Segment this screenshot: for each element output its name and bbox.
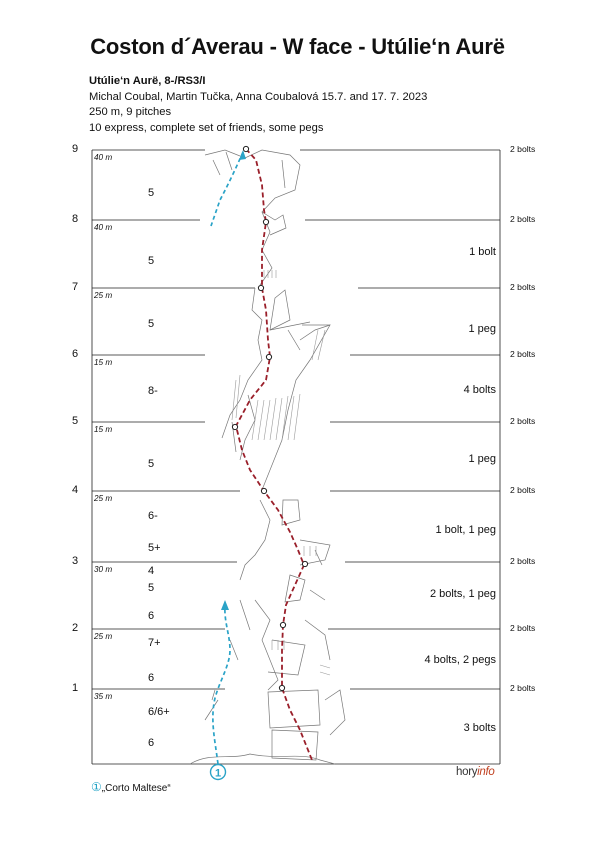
anchor-label-6: 2 bolts [510, 349, 536, 359]
pitch-length-2: 25 m [94, 632, 113, 641]
belay-stations [232, 146, 307, 690]
anchor-label-1: 2 bolts [510, 683, 536, 693]
legend-route-name: „Corto Maltese“ [101, 783, 171, 794]
gear-list: 10 express, complete set of friends, some pegs [89, 121, 324, 134]
pitch-protection-3: 2 bolts, 1 peg [429, 588, 496, 600]
anchor-label-5: 2 bolts [510, 416, 536, 426]
grade-label: 8- [148, 385, 158, 397]
grade-label: 6 [148, 610, 155, 622]
grade-label: 5 [148, 582, 155, 594]
anchor-label-7: 2 bolts [510, 282, 536, 292]
legend [91, 780, 171, 794]
pitch-number-8: 8 [72, 213, 79, 225]
pitch-length-7: 25 m [94, 291, 113, 300]
pitch-length-1: 35 m [94, 692, 113, 701]
pitch-number-7: 7 [72, 281, 79, 293]
pitch-protection-7: 1 peg [468, 323, 496, 335]
pitch-length-5: 15 m [94, 425, 113, 434]
pitch-number-9: 9 [72, 143, 79, 155]
pitch-number-3: 3 [72, 555, 79, 567]
grade-label: 6- [148, 510, 158, 522]
pitch-protection-2: 4 bolts, 2 pegs [424, 654, 496, 666]
pitch-protection-6: 4 bolts [463, 384, 496, 396]
brand-logo: horyinfo [456, 766, 495, 778]
first-ascent: Michal Coubal, Martin Tučka, Anna Coubalová 15.7. and 17. 7. 2023 [89, 90, 428, 103]
grade-label: 6 [148, 672, 155, 684]
pitch-length-9: 40 m [94, 153, 113, 162]
grade-label: 7+ [148, 637, 161, 649]
pitch-protection-4: 1 bolt, 1 peg [435, 524, 496, 536]
anchor-label-3: 2 bolts [510, 556, 536, 566]
pitch-number-1: 1 [72, 682, 79, 694]
grade-label: 4 [148, 565, 155, 577]
grade-label: 5 [148, 255, 155, 267]
pitch-protection-8: 1 bolt [469, 246, 496, 258]
page-title: Coston d´Averau - W face - Utúlie‘n Aurë [90, 34, 505, 59]
pitch-protection-5: 1 peg [468, 453, 496, 465]
grade-label: 5 [148, 187, 155, 199]
arrow-up-icon-2 [221, 600, 229, 610]
grade-label: 5+ [148, 542, 161, 554]
legend-marker-icon: ① [91, 780, 102, 794]
pitch-length-3: 30 m [94, 565, 113, 574]
route-name-grade: Utúlie‘n Aurë, 8-/RS3/I [89, 75, 206, 87]
anchor-label-2: 2 bolts [510, 623, 536, 633]
other-route-top [211, 152, 243, 226]
pitch-number-5: 5 [72, 415, 79, 427]
pitch-number-2: 2 [72, 622, 79, 634]
route-length: 250 m, 9 pitches [89, 106, 172, 118]
start-marker-label: 1 [214, 767, 222, 780]
pitch-number-6: 6 [72, 348, 79, 360]
pitch-length-8: 40 m [94, 223, 113, 232]
pitch-number-4: 4 [72, 484, 79, 496]
grade-label: 5 [148, 318, 155, 330]
pitch-protection-1: 3 bolts [463, 722, 496, 734]
anchor-label-9: 2 bolts [510, 144, 536, 154]
pitch-length-6: 15 m [94, 358, 113, 367]
anchor-label-8: 2 bolts [510, 214, 536, 224]
pitch-length-4: 25 m [94, 494, 113, 503]
grade-label: 6/6+ [148, 706, 170, 718]
anchor-label-4: 2 bolts [510, 485, 536, 495]
grade-label: 5 [148, 458, 155, 470]
grade-label: 6 [148, 737, 155, 749]
other-route-bottom [213, 606, 230, 764]
